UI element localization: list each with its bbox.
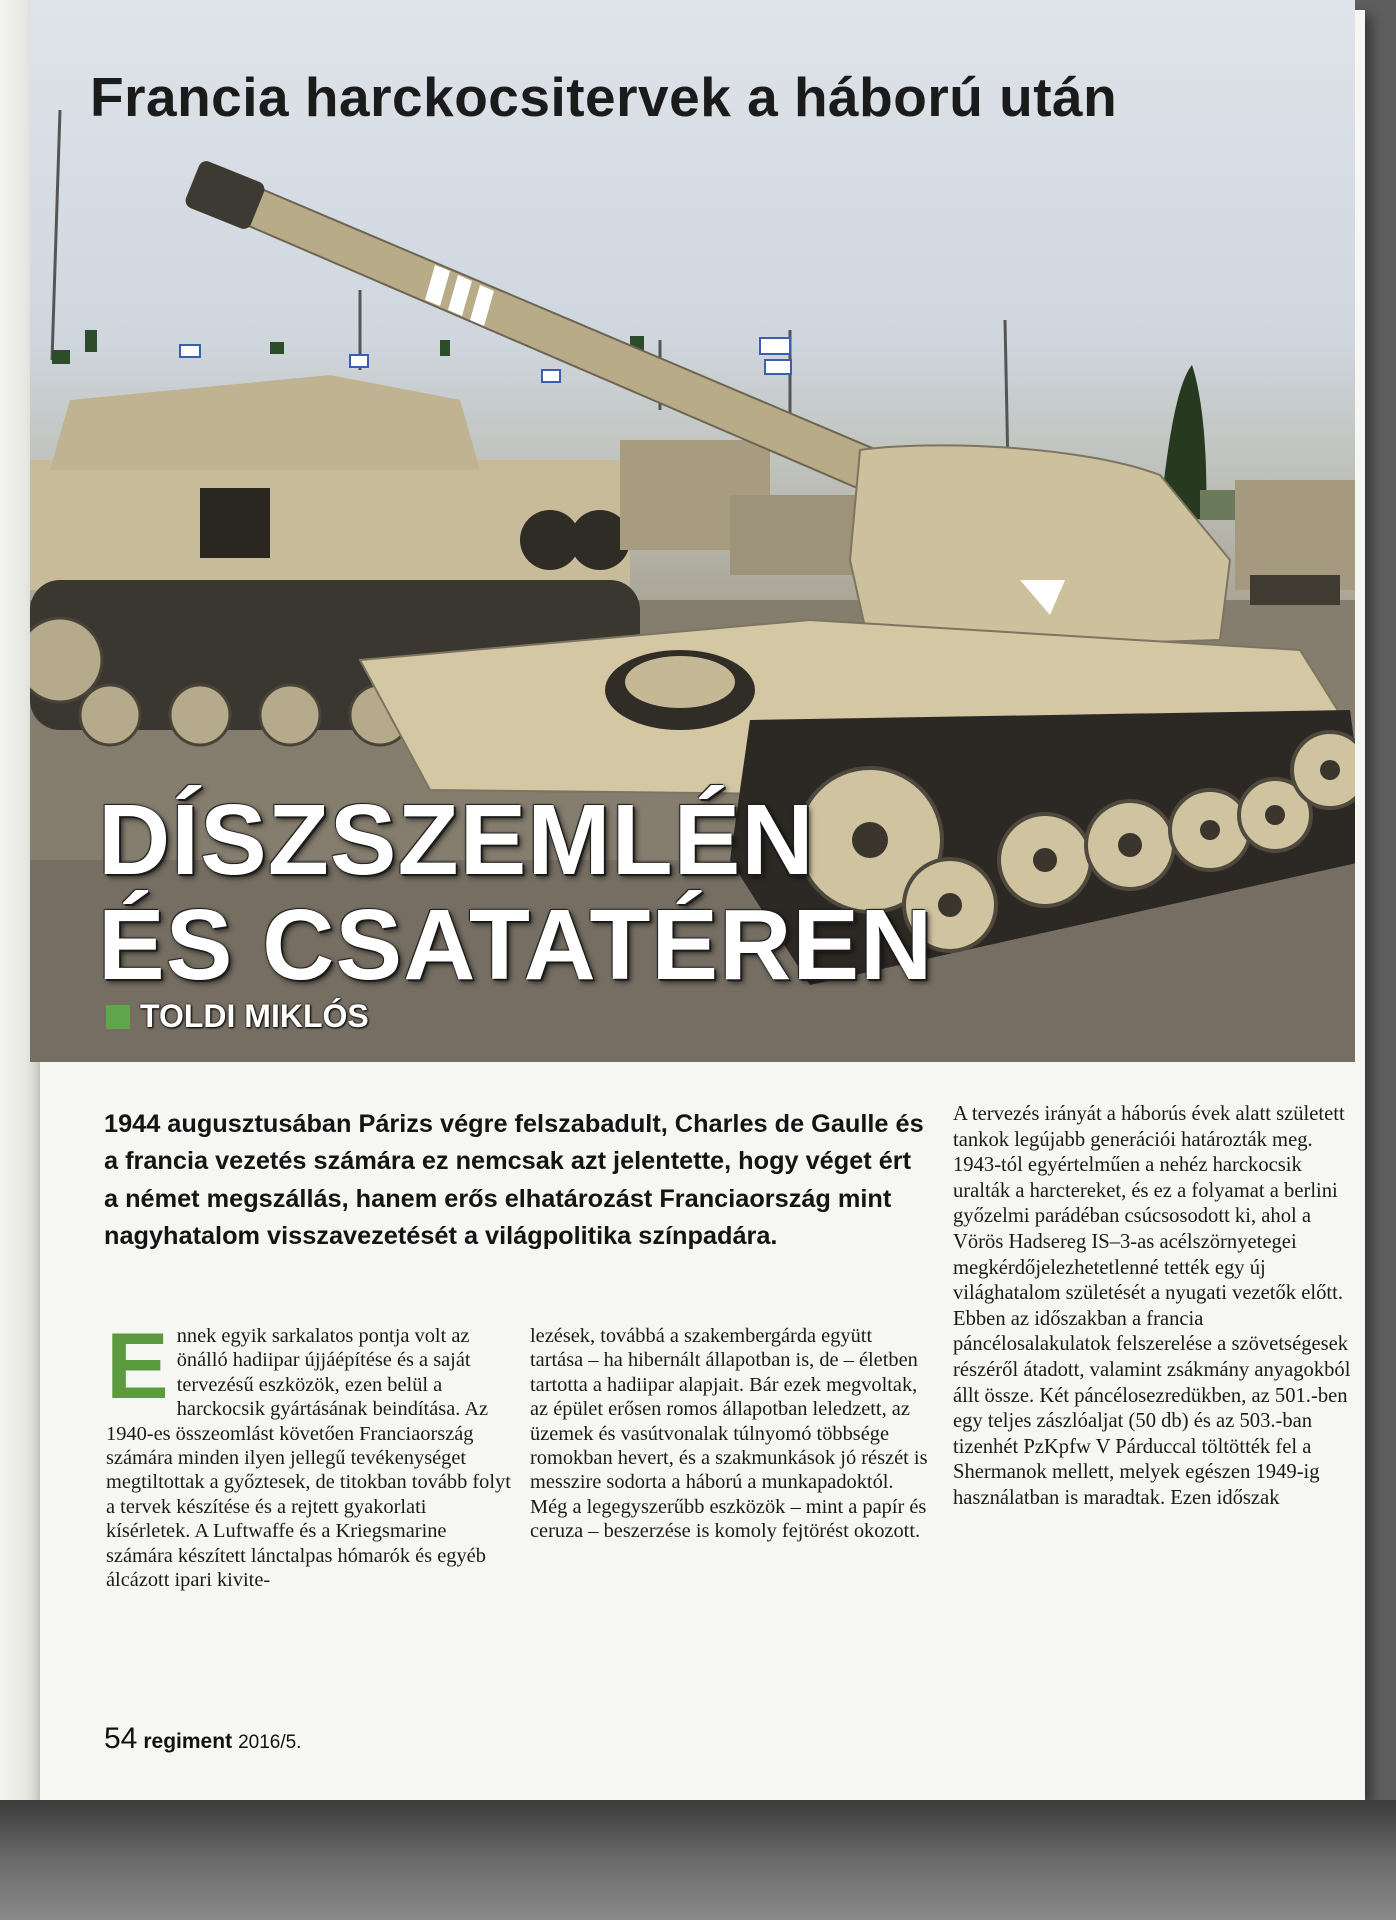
series-title: Francia harckocsitervek a háború után — [90, 66, 1118, 128]
drop-cap: E — [106, 1313, 169, 1418]
page-number: 54 — [104, 1722, 138, 1755]
author-name: TOLDI MIKLÓS — [140, 998, 369, 1034]
body-column-3: A tervezés irányát a háborús évek alatt született tankok legújabb generációi határozták meg. 1943-tól egyértelműen a nehéz harckocsik uralták a harctereket, és ez a folyamat a berlini győzelmi parádéban csúcsosodott ki, ahol a Vörös Hadsereg IS–3-as acélszörnyetegei megkérdőjelezhetetlenné tették egy új világhatalom születését a nyugati vezetők előtt. Ebben az időszakban a francia páncélosalakulatok felszerelése a szövetségesek részéről átadott, valamint zsákmány anyagokból állt össze. Két páncélosezredükben, az 501.-ben egy teljes zászlóaljat (50 db) és az 503.-ban tizenhét PzKpfw V Párduccal töltötték fel a Shermanok mellett, melyek egészen 1949-ig használatban is maradtak. Ezen időszak — [953, 1103, 1351, 1509]
green-square-icon — [106, 1005, 130, 1029]
headline-line-2: ÉS CSATATÉREN — [98, 889, 934, 1001]
body-column-1 — [106, 1313, 513, 1592]
headline-line-1: DÍSZSZEMLÉN — [98, 784, 815, 896]
body-column-2: lezések, továbbá a szakembergárda együtt tartása – ha hibernált állapotban is, de – életben tartotta a hadiipar alapjait. Bár ezek megvoltak, az épület erősen romos állapotban leledzett, az üzemek és vasútvonalak túlnyomó többsége romokban hevert, és a szakmunkások jó részét is messzire sodorta a háború a munkapadoktól. Még a legegyszerűbb eszközök – mint a papír és ceruza – beszerzése is komoly fejtörést okozott. — [530, 1325, 928, 1543]
lead-paragraph: 1944 augusztusában Párizs végre felszabadult, Charles de Gaulle és a francia vezetés számára ez nemcsak azt jelentette, hogy véget ért a német megszállás, hanem erős elhatározást Franciaország mint nagyhatalom visszavezetését a világpolitika színpadára. — [104, 1110, 924, 1250]
issue-number: 2016/5. — [238, 1732, 302, 1753]
scan-background — [0, 1800, 1396, 1920]
page-footer — [104, 1722, 301, 1756]
magazine-name: regiment — [143, 1730, 233, 1753]
body-column-1-text: nnek egyik sarkalatos pontja volt az önálló hadiipar újjáépítése és a saját tervezésű eszközök, ezen belül a harckocsik gyártásának beindítása. Az 1940-es összeomlást követően Franciaország számára minden ilyen jellegű tevékenységet megtiltottak a győztesek, de titokban tovább folyt a tervek készítése és a rejtett gyakorlati kísérletek. A Luftwaffe és a Kriegsmarine számára készített lánctalpas hómarók és egyéb álcázott ipari kivite- — [106, 1325, 511, 1592]
hero-photo — [30, 0, 1355, 1062]
author-byline — [106, 998, 369, 1035]
